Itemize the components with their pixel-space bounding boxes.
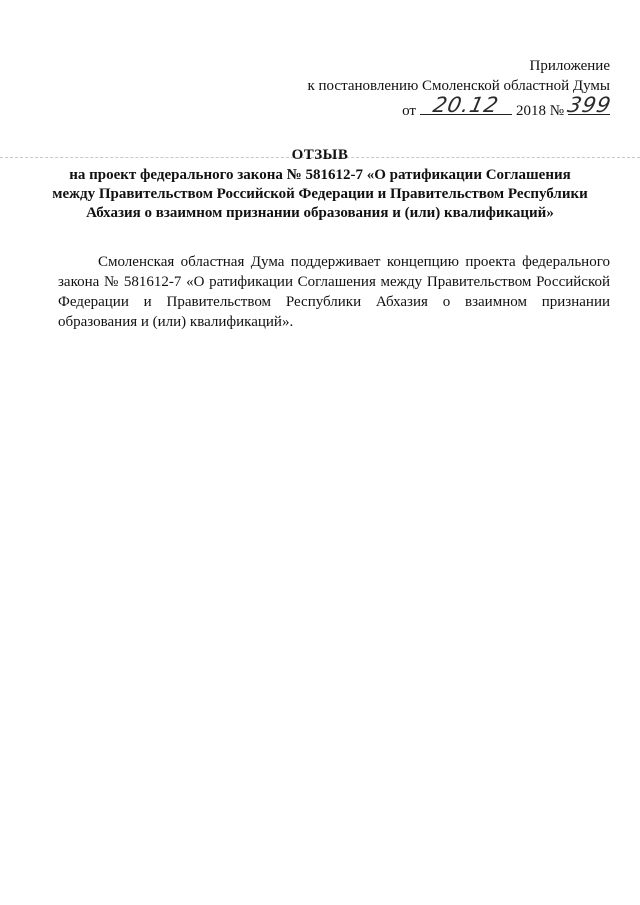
appendix-block: [270, 56, 614, 121]
title-line-3: Абхазия о взаимном признании образования и (или) квалификаций»: [86, 205, 554, 221]
title-line-1: на проект федерального закона № 581612-7 «О ратификации Соглашения: [69, 167, 571, 183]
date-blank: [420, 93, 512, 117]
title-heading: ОТЗЫВ: [291, 147, 349, 163]
document-title: [30, 146, 610, 223]
title-line-2: между Правительством Российской Федерации и Правительством Республики: [52, 186, 588, 202]
date-prefix: от: [402, 103, 416, 119]
resolution-reference: к постановлению Смоленской областной Думы: [307, 78, 610, 94]
handwritten-number: 399: [565, 93, 614, 117]
handwritten-date: 20.12: [430, 93, 502, 117]
appendix-label: Приложение: [529, 58, 610, 74]
body-paragraph: Смоленская областная Дума поддерживает концепцию проекта федерального закона № 581612-7 «О ратификации Соглашения между Правительством Российской Федерации и Правительством Республики Абхазия о взаимном признании образования и (или) квалификаций».: [58, 254, 610, 330]
number-blank: [565, 93, 614, 117]
date-number-row: [270, 93, 614, 121]
year-number-label: 2018 №: [515, 103, 564, 119]
